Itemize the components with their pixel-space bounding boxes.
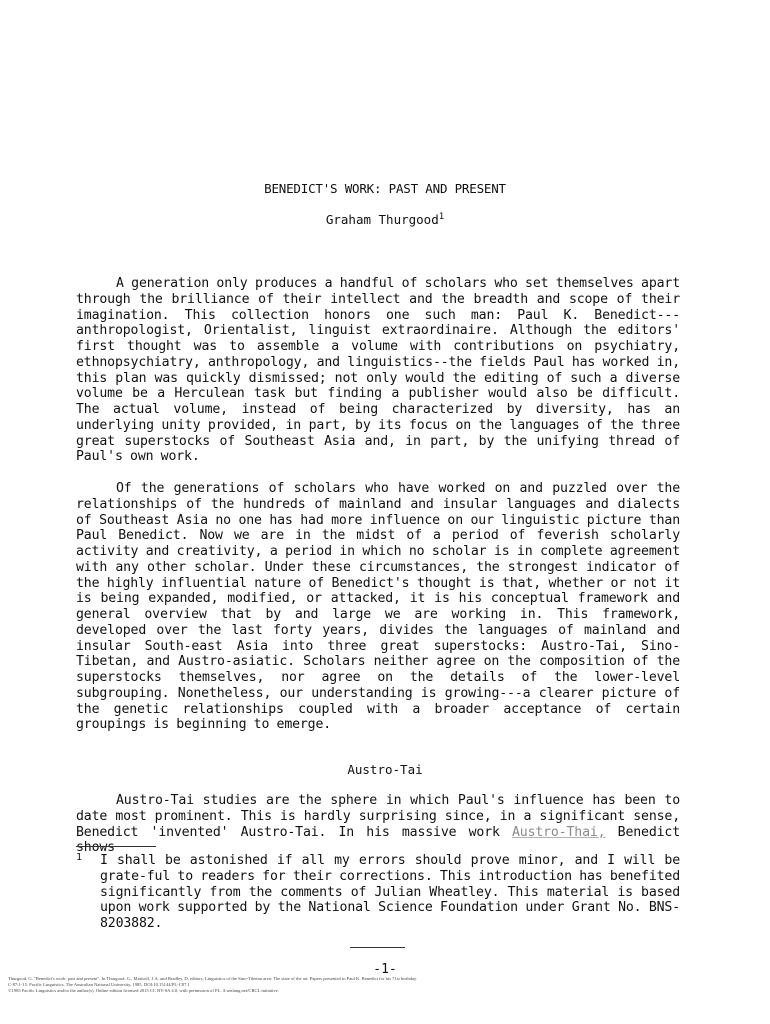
intro-paragraph-2: [76, 481, 680, 733]
work-title-reference: Austro-Thai,: [511, 824, 606, 840]
credit-line-3: ©1985 Pacific Linguistics and/or the author(s). Online edition licensed 2015 CC BY-SA 4.0, with permission of PL. A sealang.net/CRCL initiative.: [8, 988, 279, 993]
author-line: [0, 212, 770, 227]
credit-line-2: C-87:1-15. Pacific Linguistics, The Australian National University, 1985. DOI:10.15144/PL-C87.1: [8, 982, 190, 987]
section-paragraph-end: Benedict shows: [76, 824, 680, 856]
section-paragraph-text: [76, 793, 680, 856]
footnote: [76, 853, 680, 932]
author-footnote-mark: 1: [438, 211, 445, 222]
page-number: -1-: [373, 962, 397, 977]
footnote-text: I shall be astonished if all my errors should prove minor, and I will be grate-ful to readers for their corrections. This introduction has benefited significantly from the comments of Julian Wheatley. This material is based upon work supported by the National Science Foundation under Grant No. BNS-8203882.: [100, 853, 680, 931]
page-number-divider: [350, 947, 405, 948]
section-paragraph-start: Austro-Tai studies are the sphere in which Paul's influence has been to date most prominent. This is hardly surprising since, in a significant sense, Benedict 'invented' Austro-Tai. In his massive work: [76, 793, 680, 840]
author-name: Graham Thurgood: [325, 212, 439, 227]
credit-line-1: Thurgood, G. "Benedict's work: past and present". In Thurgood, G., Matisoff, J.A. and Bradley, D. editors, Linguistics of the Sino-Tibetan area: The state of the art. Papers presented to Paul K. Benedict for his 71st birthday.: [8, 976, 418, 981]
paragraph-text: A generation only produces a handful of scholars who set themselves apart through the brilliance of their intellect and the breadth and scope of their imagination. This collection honors one such man: Paul K. Benedict---anthropologist, Orientalist, linguist extraordinaire. Although the editors' first thought was to assemble a volume with contributions on psychiatry, ethnopsychiatry, anthropology, and linguistics--the fields Paul has worked in, this plan was quickly dismissed; not only would the editing of such a diverse volume be a Herculean task but finding a publisher would also be difficult. The actual volume, instead of being characterized by diversity, has an underlying unity provided, in part, by its focus on the languages of the three great superstocks of Southeast Asia and, in part, by the unifying thread of Paul's own work.: [76, 276, 680, 465]
footnote-divider: [76, 846, 156, 847]
intro-paragraph-1: [76, 276, 680, 465]
paragraph-text: Of the generations of scholars who have worked on and puzzled over the relationships of the hundreds of mainland and insular languages and dialects of Southeast Asia no one has had more influence on our linguistic picture than Paul Benedict. Now we are in the midst of a period of feverish scholarly activity and creativity, a period in which no scholar is in complete agreement with any other scholar. Under these circumstances, the strongest indicator of the highly influential nature of Benedict's thought is that, whether or not it is being expanded, modified, or attacked, it is his conceptual framework and general overview that by and large we are working in. This framework, developed over the last forty years, divides the languages of mainland and insular South-east Asia into three great superstocks: Austro-Tai, Sino-Tibetan, and Austro-asiatic. Scholars neither agree on the composition of the superstocks themselves, nor agree on the details of the lower-level subgrouping. Nonetheless, our understanding is growing---a clearer picture of the genetic relationships coupled with a broader acceptance of certain groupings is beginning to emerge.: [76, 481, 680, 733]
section-paragraph: [76, 793, 680, 856]
paper-title: BENEDICT'S WORK: PAST AND PRESENT: [264, 181, 506, 196]
section-heading: Austro-Tai: [347, 762, 423, 777]
footnote-mark: 1: [76, 852, 82, 863]
